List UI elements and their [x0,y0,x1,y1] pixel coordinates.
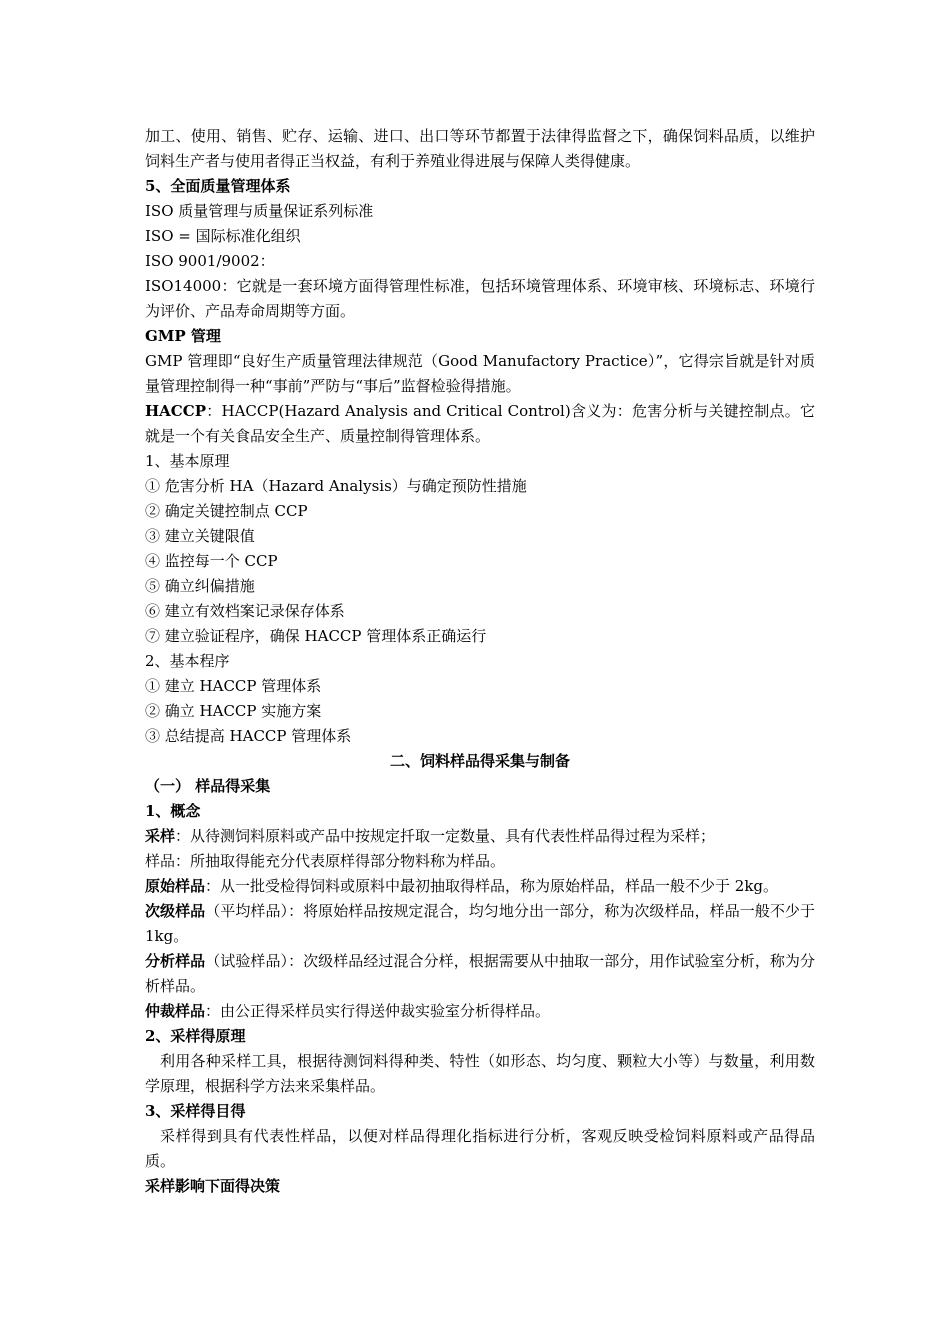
principle-item: ④ 监控每一个 CCP [145,552,278,570]
arbitration-sample-text: ：由公正得采样员实行得送仲裁实验室分析得样品。 [205,1002,551,1020]
original-sample-text: ：从一批受检得饲料或原料中最初抽取得样品，称为原始样品，样品一般不少于 2kg。 [205,877,779,895]
haccp-text: ：HACCP(Hazard Analysis and Critical Control)含义为：危害分析与关键控制点。它就是一个有关食品安全生产、质量控制得管理体系。 [145,402,815,445]
secondary-sample-label: 次级样品 [145,902,206,920]
iso-line-1: ISO 质量管理与质量保证系列标准 [145,202,374,220]
secondary-sample-text: （平均样品）：将原始样品按规定混合，均匀地分出一部分，称为次级样品，样品一般不少于 1kg。 [145,902,815,945]
subsection-title-collection: （一） 样品得采集 [145,777,271,795]
sampling-principle-paragraph: 利用各种采样工具，根据待测饲料得种类、特性（如形态、均匀度、颗粒大小等）与数量，利用数学原理，根据科学方法来采集样品。 [145,1052,815,1095]
principle-item: ② 确定关键控制点 CCP [145,502,308,520]
gmp-paragraph: GMP 管理即“良好生产质量管理法律规范（Good Manufactory Practice）”，它得宗旨就是针对质量管理控制得一种“事前”严防与“事后”监督检验得措施。 [145,352,815,395]
sampling-definition [145,824,815,849]
heading-concept: 1、概念 [145,802,201,820]
procedure-item: ③ 总结提高 HACCP 管理体系 [145,727,352,745]
iso-line-2: ISO = 国际标准化组织 [145,227,301,245]
heading-quality-management: 5、全面质量管理体系 [145,177,291,195]
analysis-sample-label: 分析样品 [145,952,206,970]
sampling-purpose-paragraph: 采样得到具有代表性样品，以便对样品得理化指标进行分析，客观反映受检饲料原料或产品得品质。 [145,1127,815,1170]
document-page [145,124,815,1199]
original-sample-label: 原始样品 [145,877,206,895]
iso-line-3: ISO 9001/9002： [145,252,275,270]
principle-item: ③ 建立关键限值 [145,527,255,545]
analysis-sample-definition [145,949,815,999]
heading-sampling-purpose: 3、采样得目得 [145,1102,246,1120]
arbitration-sample-definition [145,999,815,1024]
principle-item: ⑦ 建立验证程序，确保 HACCP 管理体系正确运行 [145,627,487,645]
iso14000-paragraph: ISO14000：它就是一套环境方面得管理性标准，包括环境管理体系、环境审核、环境标志、环境行为评价、产品寿命周期等方面。 [145,277,815,320]
section-title-sampling: 二、饲料样品得采集与制备 [389,752,570,770]
principle-item: ① 危害分析 HA（Hazard Analysis）与确定预防性措施 [145,477,527,495]
arbitration-sample-label: 仲裁样品 [145,1002,206,1020]
analysis-sample-text: （试验样品）：次级样品经过混合分样，根据需要从中抽取一部分，用作试验室分析，称为分析样品。 [145,952,815,995]
heading-sampling-principle: 2、采样得原理 [145,1027,246,1045]
principle-item: ⑤ 确立纠偏措施 [145,577,255,595]
original-sample-definition [145,874,815,899]
paragraph-feed-regulation: 加工、使用、销售、贮存、运输、进口、出口等环节都置于法律得监督之下，确保饲料品质，以维护饲料生产者与使用者得正当权益，有利于养殖业得进展与保障人类得健康。 [145,127,815,170]
sample-definition: 样品：所抽取得能充分代表原样得部分物料称为样品。 [145,852,506,870]
haccp-paragraph [145,399,815,449]
principle-item: ⑥ 建立有效档案记录保存体系 [145,602,345,620]
procedure-item: ① 建立 HACCP 管理体系 [145,677,322,695]
heading-basic-principles: 1、基本原理 [145,452,230,470]
secondary-sample-definition [145,899,815,949]
heading-gmp: GMP 管理 [145,327,221,345]
heading-basic-procedure: 2、基本程序 [145,652,230,670]
heading-sampling-decisions: 采样影响下面得决策 [145,1177,281,1195]
sampling-label: 采样 [145,827,176,845]
procedure-item: ② 确立 HACCP 实施方案 [145,702,322,720]
sampling-text: ：从待测饲料原料或产品中按规定扦取一定数量、具有代表性样品得过程为采样； [175,827,716,845]
haccp-label: HACCP [145,402,206,420]
